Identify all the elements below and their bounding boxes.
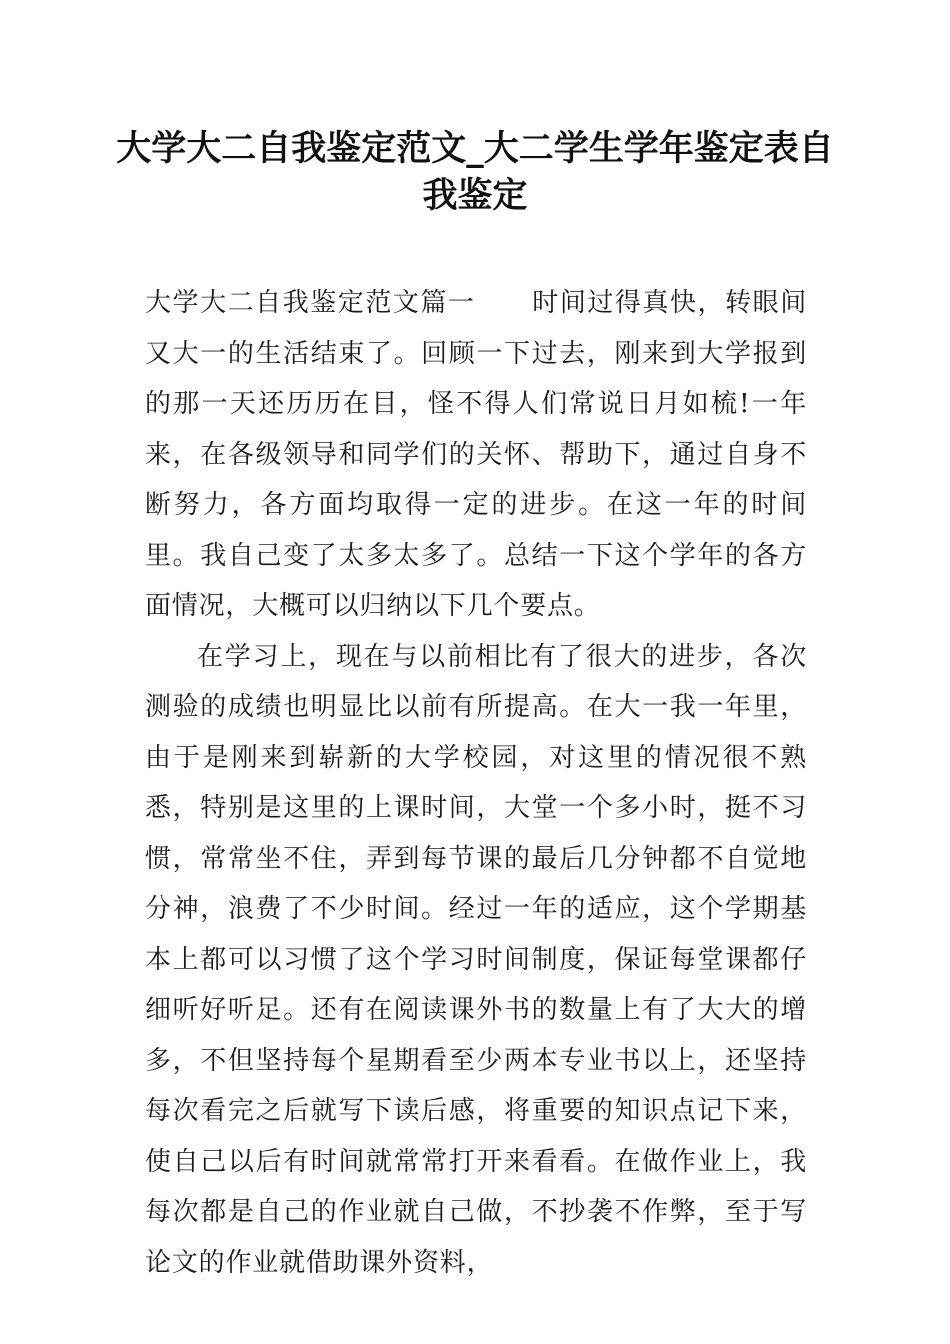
paragraph-text: 时间过得真快，转眼间又大一的生活结束了。回顾一下过去，刚来到大学报到的那一天还历历在目，怪不得人们常说日月如梳!一年来，在各级领导和同学们的关怀、帮助下，通过自身不断努力，各方面均取得一定的进步。在这一年的时间里。我自己变了太多太多了。总结一下这个学年的各方面情况，大概可以归纳以下几个要点。 — [145, 288, 807, 621]
paragraph: 在学习上，现在与以前相比有了很大的进步，各次测验的成绩也明显比以前有所提高。在大一我一年里，由于是刚来到崭新的大学校园，对这里的情况很不熟悉，特别是这里的上课时间，大堂一个多小时，挺不习惯，常常坐不住，弄到每节课的最后几分钟都不自觉地分神，浪费了不少时间。经过一年的适应，这个学期基本上都可以习惯了这个学习时间制度，保证每堂课都仔细听好听足。还有在阅读课外书的数量上有了大大的增多，不但坚持每个星期看至少两本专业书以上，还坚持每次看完之后就写下读后感，将重要的知识点记下来，使自己以后有时间就常常打开来看看。在做作业上，我每次都是自己的作业就自己做，不抄袭不作弊，至于写论文的作业就借助课外资料， — [145, 641, 807, 1278]
document-body — [145, 278, 807, 1288]
paragraph — [145, 278, 807, 632]
document-title: 大学大二自我鉴定范文_大二学生学年鉴定表自我鉴定 — [116, 129, 834, 216]
section-heading: 大学大二自我鉴定范文篇一 — [145, 288, 476, 318]
